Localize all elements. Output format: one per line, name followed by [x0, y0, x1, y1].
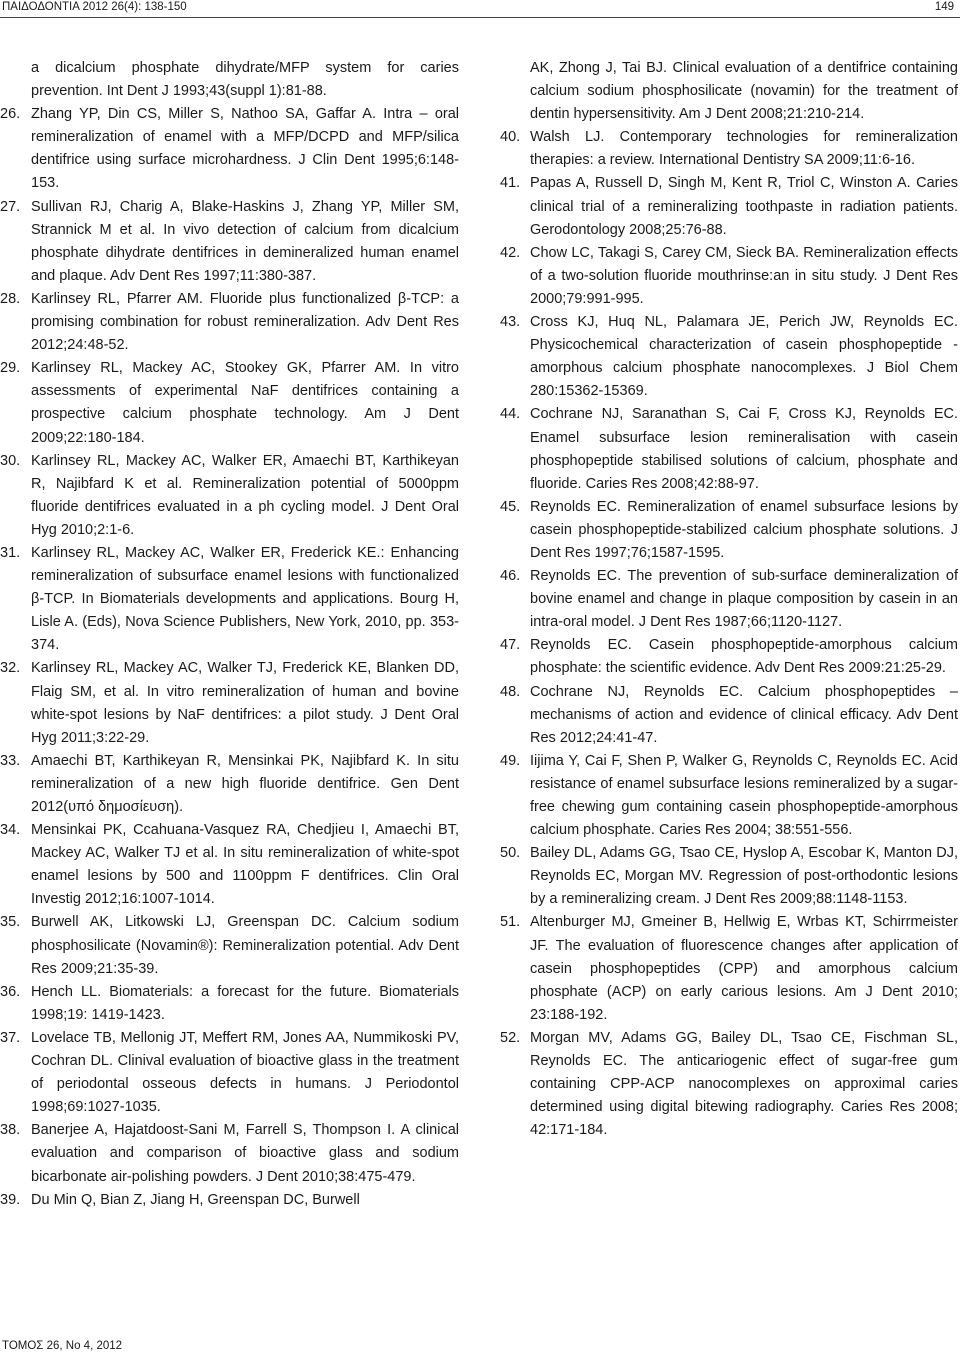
- reference-text: Cochrane NJ, Reynolds EC. Calcium phosphopeptides – mechanisms of action and evidence of clinical efficacy. Adv Dent Res 2012;24:41-47.: [530, 683, 958, 746]
- reference-list-left: [0, 103, 459, 1212]
- reference-number: 35.: [0, 914, 21, 931]
- reference-item: [0, 1189, 459, 1212]
- reference-text: Karlinsey RL, Pfarrer AM. Fluoride plus functionalized β-TCP: a promising combination for robust remineralization. Adv Dent Res 2012;24:48-52.: [31, 290, 459, 354]
- reference-item: [500, 681, 958, 750]
- reference-item: [500, 496, 958, 565]
- reference-text: Reynolds EC. The prevention of sub-surface demineralization of bovine enamel and change in plaque composition by casein in an intra-oral model. J Dent Res 1987;66;1120-1127.: [530, 568, 958, 631]
- reference-item: [500, 842, 958, 911]
- reference-text: Lovelace TB, Mellonig JT, Meffert RM, Jones AA, Nummikoski PV, Cochran DL. Clinival evaluation of bioactive glass in the treatment of periodontal osseous defects in humans. J Periodontol 1998;69:1027-1035.: [31, 1029, 459, 1116]
- reference-number: 36.: [0, 983, 21, 1000]
- reference-text: Chow LC, Takagi S, Carey CM, Sieck BA. Remineralization effects of a two-solution fluoride mouthrinse:an in situ study. J Dent Res 2000;79:991-995.: [530, 244, 958, 307]
- running-header: [0, 0, 960, 18]
- reference-text: Burwell AK, Litkowski LJ, Greenspan DC. Calcium sodium phosphosilicate (Novamin®): Remineralization potential. Adv Dent Res 2009;21:35-39.: [31, 914, 459, 977]
- reference-number: 51.: [500, 914, 521, 931]
- reference-item: [0, 450, 459, 542]
- reference-number: 26.: [0, 106, 21, 123]
- journal-citation: ΠΑΙΔΟΔΟΝΤΙΑ 2012 26(4): 138-150: [2, 1, 187, 13]
- header-rule: [0, 17, 960, 18]
- reference-text: Morgan MV, Adams GG, Bailey DL, Tsao CE, Fischman SL, Reynolds EC. The anticariogenic effect of sugar-free gum containing CPP-ACP nanocomplexes on approximal caries determined using digital bitewing radiography. Caries Res 2008; 42:171-184.: [530, 1029, 958, 1139]
- reference-number: 49.: [500, 752, 521, 769]
- reference-number: 38.: [0, 1122, 21, 1139]
- reference-text: Walsh LJ. Contemporary technologies for remineralization therapies: a review. International Dentistry SA 2009;11:6-16.: [530, 129, 958, 169]
- reference-item: [0, 819, 459, 911]
- reference-text: Reynolds EC. Remineralization of enamel subsurface lesions by casein phosphopeptide-stabilized calcium phosphate solutions. J Dent Res 1997;76;1587-1595.: [530, 498, 958, 561]
- reference-continuation: a dicalcium phosphate dihydrate/MFP system for caries prevention. Int Dent J 1993;43(suppl 1):81-88.: [31, 60, 459, 100]
- reference-item: [0, 1119, 459, 1188]
- reference-text: Iijima Y, Cai F, Shen P, Walker G, Reynolds C, Reynolds EC. Acid resistance of enamel subsurface lesions remineralized by a sugar-free chewing gum containing casein phosphopeptide-amorphous calcium phosphate. Caries Res 2004; 38:551-556.: [530, 752, 958, 839]
- reference-number: 43.: [500, 314, 521, 331]
- reference-text: Karlinsey RL, Mackey AC, Walker TJ, Frederick KE, Blanken DD, Flaig SM, et al. In vitro remineralization of human and bovine white-spot lesions by NaF dentifrices: a pilot study. J Dent Oral Hyg 2011;3:22-29.: [31, 660, 459, 746]
- reference-text: Altenburger MJ, Gmeiner B, Hellwig E, Wrbas KT, Schirrmeister JF. The evaluation of fluorescence changes after application of casein phosphopeptides (CPP) and amorphous calcium phosphate (ACP) on early carious lesions. Am J Dent 2010; 23:188-192.: [530, 914, 958, 1023]
- reference-number: 39.: [0, 1191, 21, 1208]
- reference-text: Banerjee A, Hajatdoost-Sani M, Farrell S, Thompson I. A clinical evaluation and comparison of bioactive glass and sodium bicarbonate air-polishing powders. J Dent 2010;38:475-479.: [31, 1122, 459, 1185]
- reference-item: [0, 357, 459, 449]
- right-column: [500, 57, 958, 1142]
- reference-item: [0, 657, 459, 749]
- reference-text: Papas A, Russell D, Singh M, Kent R, Triol C, Winston A. Caries clinical trial of a remineralizing toothpaste in radiation patients. Gerodontology 2008;25:76-88.: [530, 175, 958, 238]
- reference-text: Cochrane NJ, Saranathan S, Cai F, Cross KJ, Reynolds EC. Enamel subsurface lesion remineralisation with casein phosphopeptide stabilised solutions of calcium, phosphate and fluoride. Caries Res 2008;42:88-97.: [530, 406, 958, 492]
- reference-number: 47.: [500, 637, 521, 654]
- reference-item: [500, 403, 958, 495]
- reference-number: 50.: [500, 845, 521, 862]
- reference-text: Hench LL. Biomaterials: a forecast for the future. Biomaterials 1998;19: 1419-1423.: [31, 983, 459, 1023]
- reference-text: Mensinkai PK, Ccahuana-Vasquez RA, Chedjieu I, Amaechi BT, Mackey AC, Walker TJ et al. In situ remineralization of white-spot enamel lesions by 500 and 1100ppm F dentifrices. Clin Oral Investig 2012;16:1007-1014.: [31, 822, 459, 908]
- reference-number: 45.: [500, 498, 521, 515]
- reference-number: 40.: [500, 129, 521, 146]
- reference-item: [500, 1027, 958, 1142]
- page-number: 149: [934, 1, 954, 13]
- reference-item: [0, 981, 459, 1027]
- reference-number: 37.: [0, 1029, 21, 1046]
- reference-text: Karlinsey RL, Mackey AC, Stookey GK, Pfarrer AM. In vitro assessments of experimental NaF dentifrices containing a prospective calcium phosphate technology. Am J Dent 2009;22:180-184.: [31, 360, 459, 446]
- reference-text: Karlinsey RL, Mackey AC, Walker ER, Frederick KE.: Enhancing remineralization of subsurface enamel lesions with functionalized β-TCP. In Biomaterials developments and applications. Bourg H, Lisle A. (Eds), Nova Science Publishers, New York, 2010, pp. 353-374.: [31, 544, 459, 654]
- reference-number: 42.: [500, 244, 521, 261]
- reference-text: Cross KJ, Huq NL, Palamara JE, Perich JW, Reynolds EC. Physicochemical characterization of casein phosphopeptide - amorphous calcium phosphate nanocomplexes. J Biol Chem 280:15362-15369.: [530, 314, 958, 400]
- reference-item: [500, 565, 958, 634]
- reference-number: 31.: [0, 544, 21, 561]
- reference-item: [0, 1027, 459, 1119]
- reference-list-right: [500, 126, 958, 1142]
- reference-text: Du Min Q, Bian Z, Jiang H, Greenspan DC, Burwell: [31, 1191, 360, 1208]
- reference-item: [500, 750, 958, 842]
- reference-item: [0, 196, 459, 288]
- reference-item: [500, 311, 958, 403]
- reference-text: Reynolds EC. Casein phosphopeptide-amorphous calcium phosphate: the scientific evidence. Adv Dent Res 2009:21:25-29.: [530, 637, 958, 677]
- reference-number: 33.: [0, 752, 21, 769]
- reference-number: 30.: [0, 452, 21, 469]
- reference-item: [500, 911, 958, 1026]
- reference-continuation: AK, Zhong J, Tai BJ. Clinical evaluation of a dentifrice containing calcium sodium phosphosilicate (novamin) for the treatment of dentin hypersensitivity. Am J Dent 2008;21:210-214.: [530, 60, 958, 123]
- reference-item: [0, 750, 459, 819]
- reference-number: 29.: [0, 360, 21, 377]
- reference-number: 27.: [0, 198, 21, 215]
- reference-item: [500, 126, 958, 172]
- reference-number: 44.: [500, 406, 521, 423]
- reference-number: 52.: [500, 1029, 521, 1046]
- reference-text: Bailey DL, Adams GG, Tsao CE, Hyslop A, Escobar K, Manton DJ, Reynolds EC, Morgan MV. Regression of post-orthodontic lesions by a remineralizing cream. J Dent Res 2009;88:1148-1153.: [530, 845, 958, 908]
- reference-text: Zhang YP, Din CS, Miller S, Nathoo SA, Gaffar A. Intra – oral remineralization of enamel with a MFP/DCPD and MFP/silica dentifrice using surface microhardness. J Clin Dent 1995;6:148-153.: [31, 106, 459, 192]
- reference-number: 34.: [0, 822, 21, 839]
- reference-item: [500, 634, 958, 680]
- reference-item: [0, 542, 459, 657]
- reference-number: 32.: [0, 660, 21, 677]
- reference-number: 28.: [0, 290, 21, 307]
- reference-item: [0, 911, 459, 980]
- running-footer: ΤΟΜΟΣ 26, Νο 4, 2012: [2, 1340, 123, 1352]
- reference-item: [500, 172, 958, 241]
- reference-text: Karlinsey RL, Mackey AC, Walker ER, Amaechi BT, Karthikeyan R, Najibfard K et al. Remineralization potential of 5000ppm fluoride dentifrices evaluated in a ph cycling model. J Dent Oral Hyg 2010;2:1-6.: [31, 452, 459, 538]
- reference-number: 48.: [500, 683, 521, 700]
- reference-number: 41.: [500, 175, 521, 192]
- reference-item: [500, 242, 958, 311]
- reference-text: Sullivan RJ, Charig A, Blake-Haskins J, Zhang YP, Miller SM, Strannick M et al. In vivo detection of calcium from dicalcium phosphate dihydrate dentifrices in demineralized human enamel and plaque. Adv Dent Res 1997;11:380-387.: [31, 198, 459, 284]
- reference-number: 46.: [500, 568, 521, 585]
- reference-item: [0, 288, 459, 357]
- left-column: [0, 57, 459, 1212]
- reference-text: Amaechi BT, Karthikeyan R, Mensinkai PK, Najibfard K. In situ remineralization of a new high fluoride dentifrice. Gen Dent 2012(υπό δημοσίευση).: [31, 752, 459, 815]
- reference-item: [0, 103, 459, 195]
